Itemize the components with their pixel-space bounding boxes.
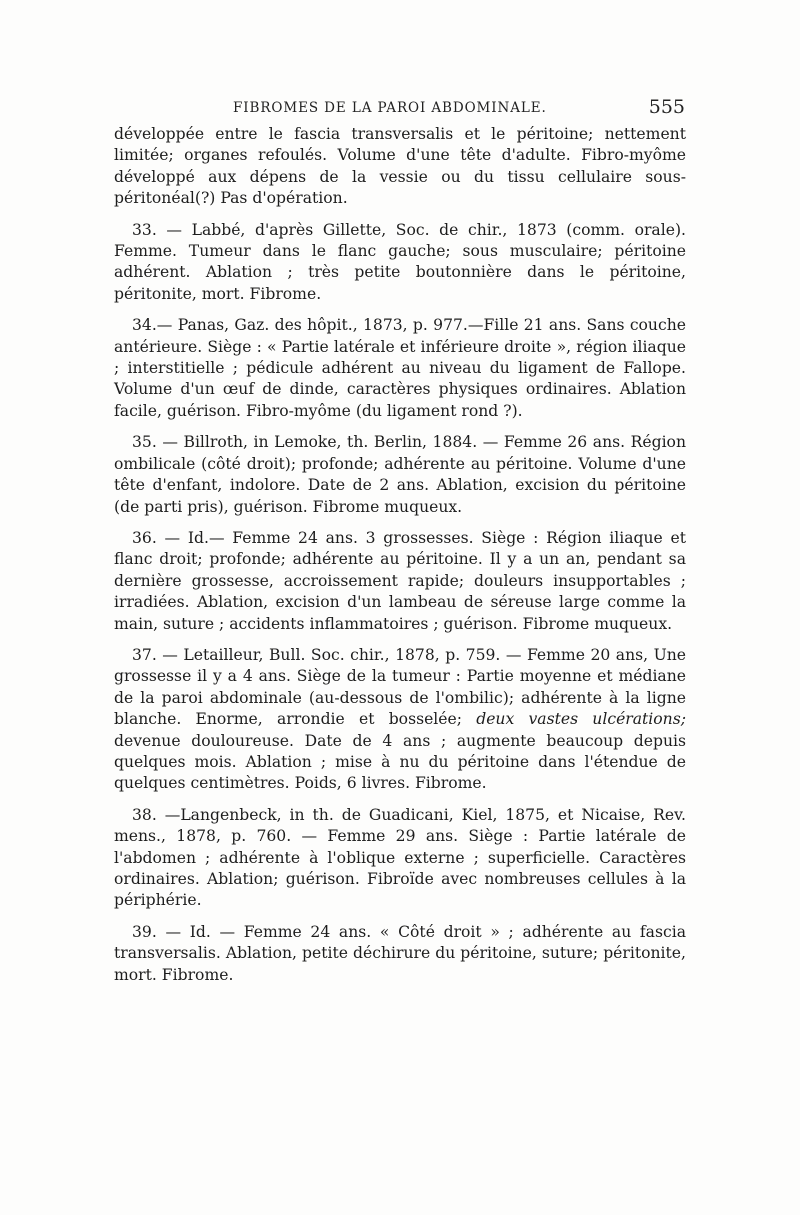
paragraph-case-35: 35. — Billroth, in Lemoke, th. Berlin, 1884. — Femme 26 ans. Région ombilicale (côté droit); profonde; adhérente au péritoine. Volume d'une tête d'enfant, indolore. Date de 2 ans. Ablation, excision du péritoine (de parti pris), guérison. Fibrome muqueux. [114, 433, 686, 516]
paragraph-continuation: développée entre le fascia transversalis et le péritoine; nettement limitée; organes refoulés. Volume d'une tête d'adulte. Fibro-myôme développé aux dépens de la vessie ou du tissu cellulaire sous-péritonéal(?) Pas d'opération. [114, 125, 686, 208]
body-text [114, 124, 686, 996]
paragraph-case-37 [114, 645, 686, 795]
paragraph-case-34: 34.— Panas, Gaz. des hôpit., 1873, p. 977.—Fille 21 ans. Sans couche antérieure. Siège : « Partie latérale et inférieure droite », région iliaque ; interstitielle ; pédicule adhérent au niveau du ligament de Fallope. Volume d'un œuf de dinde, caractères physiques ordinaires. Ablation facile, guérison. Fibro-myôme (du ligament rond ?). [114, 316, 686, 420]
paragraph-case-33: 33. — Labbé, d'après Gillette, Soc. de chir., 1873 (comm. orale). Femme. Tumeur dans le flanc gauche; sous musculaire; péritoine adhérent. Ablation ; très petite boutonnière dans le péritoine, péritonite, mort. Fibrome. [114, 220, 686, 303]
page-header [113, 98, 685, 124]
paragraph-case-39: 39. — Id. — Femme 24 ans. « Côté droit » ; adhérente au fascia transversalis. Ablation, petite déchirure du péritoine, suture; péritonite, mort. Fibrome. [114, 922, 686, 984]
running-title: FIBROMES DE LA PAROI ABDOMINALE. [233, 100, 547, 116]
case-37-italic-text: deux vastes ulcérations; [476, 710, 686, 729]
case-37-text-after: devenue douloureuse. Date de 4 ans ; augmente beaucoup depuis quelques mois. Ablation ; mise à nu du péritoine dans l'étendue de quelques centimètres. Poids, 6 livres. Fibrome. [114, 731, 686, 793]
page-number: 555 [648, 96, 685, 118]
case-37-text-before: 37. — Letailleur, Bull. Soc. chir., 1878, p. 759. — Femme 20 ans, Une grossesse il y a 4 ans. Siège de la tumeur : Partie moyenne et médiane de la paroi abdominale (au-dessous de l'ombilic); adhérente à la ligne blanche. Enorme, arrondie et bosselée; [114, 645, 686, 729]
paragraph-case-36: 36. — Id.— Femme 24 ans. 3 grossesses. Siège : Région iliaque et flanc droit; profonde; adhérente au péritoine. Il y a un an, pendant sa dernière grossesse, accroissement rapide; douleurs insupportables ; irradiées. Ablation, excision d'un lambeau de séreuse large comme la main, suture ; accidents inflammatoires ; guérison. Fibrome muqueux. [114, 528, 686, 633]
paragraph-case-38: 38. —Langenbeck, in th. de Guadicani, Kiel, 1875, et Nicaise, Rev. mens., 1878, p. 760. — Femme 29 ans. Siège : Partie latérale de l'abdomen ; adhérente à l'oblique externe ; superficielle. Caractères ordinaires. Ablation; guérison. Fibroïde avec nombreuses cellules à la périphérie. [114, 805, 686, 910]
